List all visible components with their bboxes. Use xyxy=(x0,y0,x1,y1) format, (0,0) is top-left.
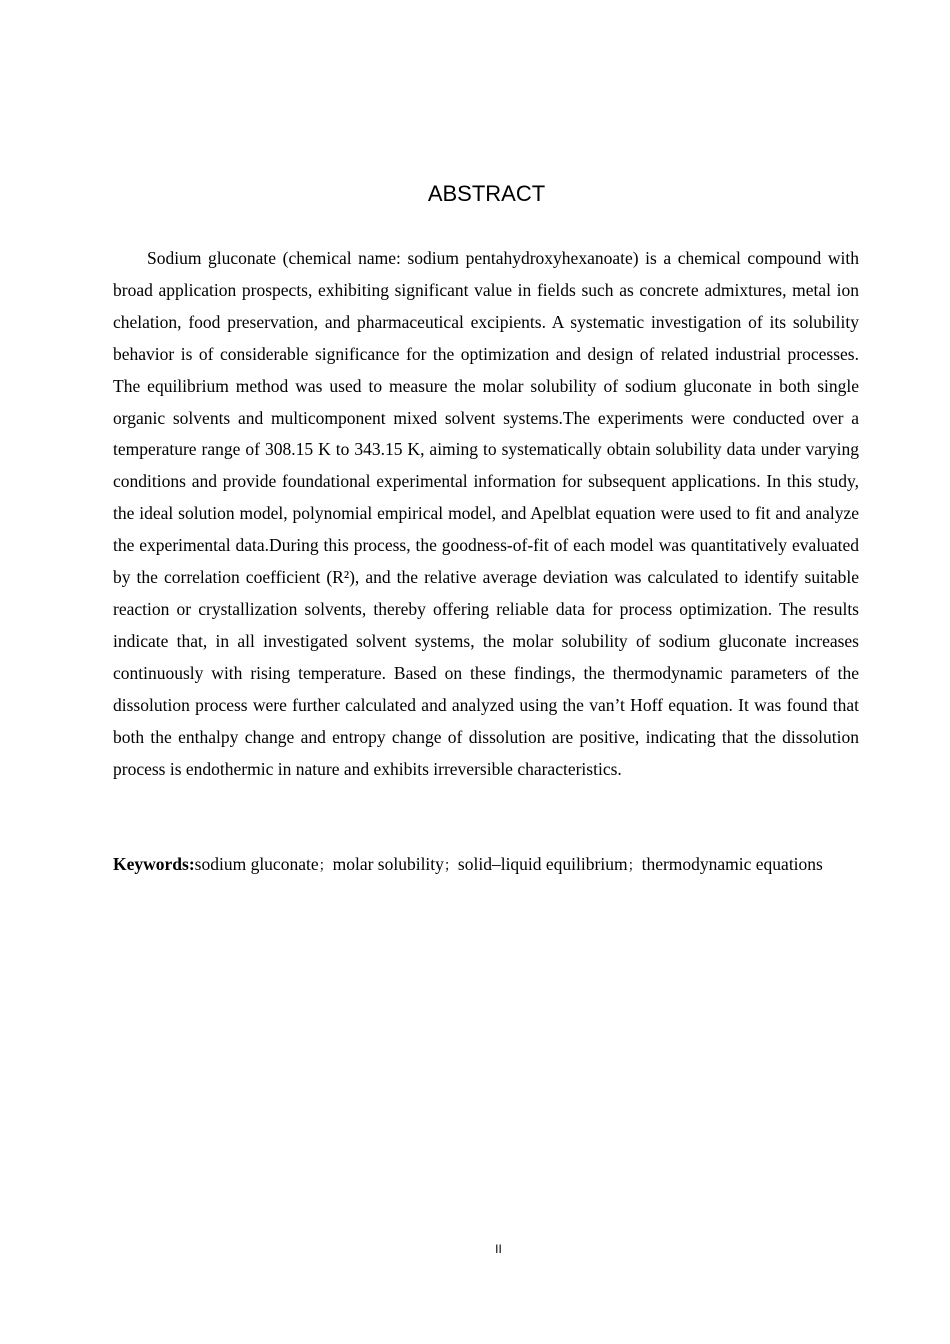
page-number: II xyxy=(495,1242,502,1256)
keywords-line xyxy=(113,849,859,883)
keyword-separator: ； xyxy=(627,859,642,874)
abstract-heading: ABSTRACT xyxy=(427,181,546,206)
keyword-item: solid–liquid equilibrium xyxy=(457,854,628,874)
keywords-label: Keywords: xyxy=(113,854,195,874)
keyword-separator: ； xyxy=(443,859,458,874)
keyword-separator: ； xyxy=(318,859,333,874)
keyword-item: thermodynamic equations xyxy=(641,854,823,874)
keyword-item: molar solubility xyxy=(332,854,444,874)
abstract-paragraph: Sodium gluconate (chemical name: sodium pentahydroxyhexanoate) is a chemical compound with broad application prospects, exhibiting significant value in fields such as concrete admixtures, metal ion chelation, food preservation, and pharmaceutical excipients. A systematic investigation of its solubility behavior is of considerable significance for the optimization and design of related industrial processes. The equilibrium method was used to measure the molar solubility of sodium gluconate in both single organic solvents and multicomponent mixed solvent systems.The experiments were conducted over a temperature range of 308.15 K to 343.15 K, aiming to systematically obtain solubility data under varying conditions and provide foundational experimental information for subsequent applications. In this study, the ideal solution model, polynomial empirical model, and Apelblat equation were used to fit and analyze the experimental data.During this process, the goodness-of-fit of each model was quantitatively evaluated by the correlation coefficient (R²), and the relative average deviation was calculated to identify suitable reaction or crystallization solvents, thereby offering reliable data for process optimization. The results indicate that, in all investigated solvent systems, the molar solubility of sodium gluconate increases continuously with rising temperature. Based on these findings, the thermodynamic parameters of the dissolution process were further calculated and analyzed using the van’t Hoff equation. It was found that both the enthalpy change and entropy change of dissolution are positive, indicating that the dissolution process is endothermic in nature and exhibits irreversible characteristics. xyxy=(113,248,859,779)
keyword-item: sodium gluconate xyxy=(194,854,319,874)
